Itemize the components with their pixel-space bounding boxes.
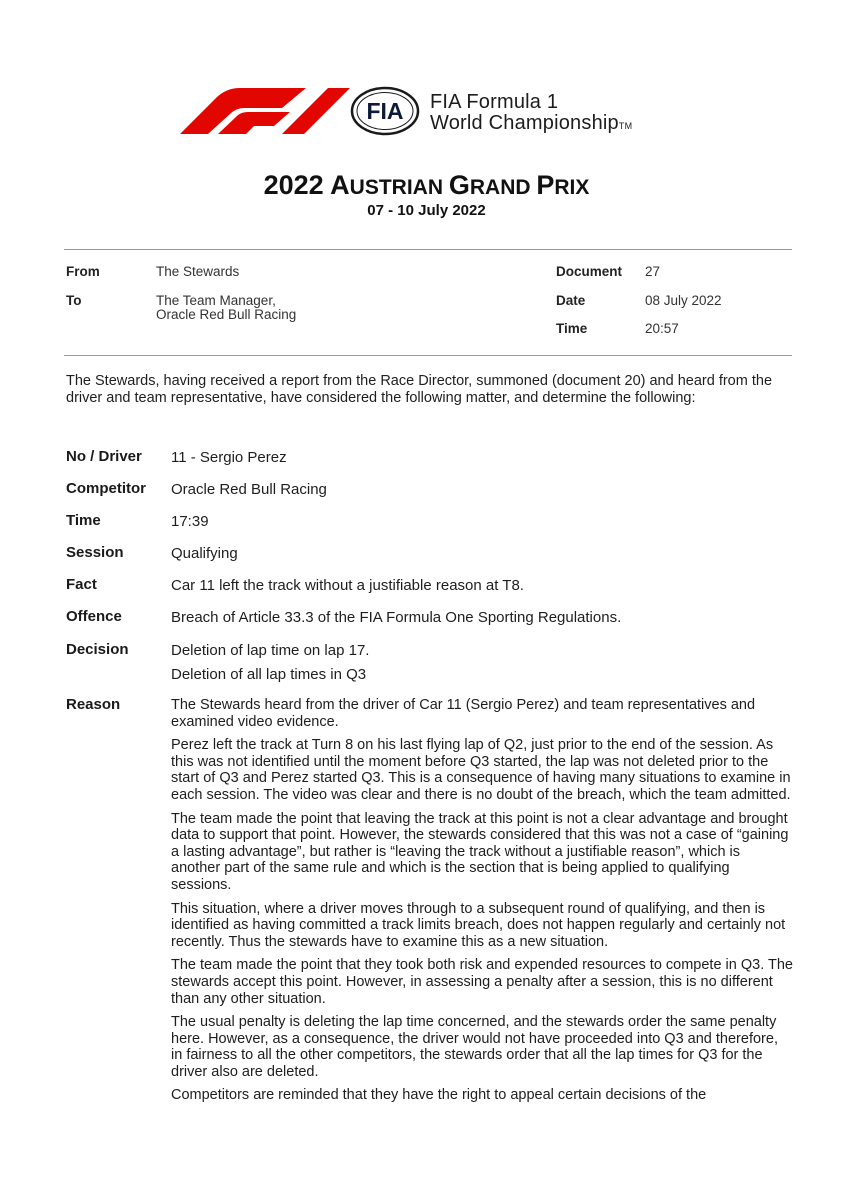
intro-paragraph: The Stewards, having received a report from the Race Director, summoned (document 20) and heard from the driver and team representative, have considered the following matter, and determine the following: bbox=[66, 373, 773, 406]
divider bbox=[64, 355, 792, 356]
decision-value-line-2: Deletion of all lap times in Q3 bbox=[171, 666, 367, 683]
championship-line-2: World ChampionshipTM bbox=[430, 112, 633, 134]
reason-paragraph: The team made the point that they took both risk and expended resources to compete in Q3. The stewards accept this point. However, in assessing a penalty after a session, this is no different than any other situation. bbox=[171, 957, 793, 1007]
reason-label: Reason bbox=[66, 696, 121, 713]
reason-paragraph: The team made the point that leaving the track at this point is not a clear advantage and brought data to support that point. However, the stewards considered that this was not a case of “gaining a lasting advantage”, but rather is “leaving the track without a justifiable reason”, which is another part of the same rule and which is the section that is being applied to qualifying sessions. bbox=[171, 810, 789, 893]
driver-label: No / Driver bbox=[66, 448, 142, 465]
competitor-value: Oracle Red Bull Racing bbox=[171, 481, 327, 498]
fact-value: Car 11 left the track without a justifiable reason at T8. bbox=[171, 577, 524, 594]
to-value-line-1: The Team Manager, bbox=[156, 293, 276, 308]
document-label: Document bbox=[556, 264, 623, 279]
decision-label: Decision bbox=[66, 641, 129, 658]
reason-paragraph: The Stewards heard from the driver of Car 11 (Sergio Perez) and team representatives and examined video evidence. bbox=[171, 697, 756, 730]
date-label: Date bbox=[556, 293, 586, 308]
session-label: Session bbox=[66, 544, 124, 561]
offence-value: Breach of Article 33.3 of the FIA Formula One Sporting Regulations. bbox=[171, 609, 622, 626]
time-label: Time bbox=[556, 321, 588, 336]
fact-label: Fact bbox=[66, 576, 97, 593]
f1-logo bbox=[178, 86, 350, 136]
document-value: 27 bbox=[645, 264, 661, 279]
reason-paragraph: This situation, where a driver moves through to a subsequent round of qualifying, and then is identified as having committed a track limits breach, does not happen regularly and certainly not recently. Thus the stewards have to examine this as a new situation. bbox=[171, 900, 786, 950]
session-time-label: Time bbox=[66, 512, 101, 529]
session-value: Qualifying bbox=[171, 545, 238, 562]
reason-text bbox=[171, 697, 793, 1111]
fia-seal-logo bbox=[350, 86, 420, 136]
reason-paragraph: Perez left the track at Turn 8 on his last flying lap of Q2, just prior to the end of the session. As this was not identified until the moment before Q3 started, the lap was not deleted prior to the start of Q3 and Perez started Q3. This is a consequence of having many situations to examine in each session. The video was clear and there is no doubt of the breach, which the team admitted. bbox=[171, 737, 791, 803]
event-dates: 07 - 10 July 2022 bbox=[367, 202, 486, 219]
session-time-value: 17:39 bbox=[171, 513, 209, 530]
reason-paragraph: Competitors are reminded that they have the right to appeal certain decisions of the bbox=[171, 1087, 707, 1104]
trademark: TM bbox=[618, 121, 633, 131]
competitor-label: Competitor bbox=[66, 480, 146, 497]
date-value: 08 July 2022 bbox=[645, 293, 722, 308]
from-value: The Stewards bbox=[156, 264, 240, 279]
from-label: From bbox=[66, 264, 100, 279]
decision-value-line-1: Deletion of lap time on lap 17. bbox=[171, 642, 370, 659]
to-value-line-2: Oracle Red Bull Racing bbox=[156, 307, 297, 322]
reason-paragraph: The usual penalty is deleting the lap time concerned, and the stewards order the same penalty here. However, as a consequence, the driver would not have proceeded into Q3 and therefore, in fairness to all the other competitors, the stewards order that all the lap times for Q3 for the driver also are deleted. bbox=[171, 1014, 778, 1080]
driver-value: 11 - Sergio Perez bbox=[171, 449, 287, 466]
page-title: 2022 AUSTRIAN GRAND PRIX bbox=[263, 170, 590, 200]
fia-seal-text: FIA bbox=[366, 98, 404, 124]
offence-label: Offence bbox=[66, 608, 122, 625]
divider bbox=[64, 249, 792, 250]
to-label: To bbox=[66, 293, 82, 308]
championship-title bbox=[430, 92, 632, 137]
time-value: 20:57 bbox=[645, 321, 679, 336]
championship-line-1: FIA Formula 1 bbox=[430, 91, 559, 113]
